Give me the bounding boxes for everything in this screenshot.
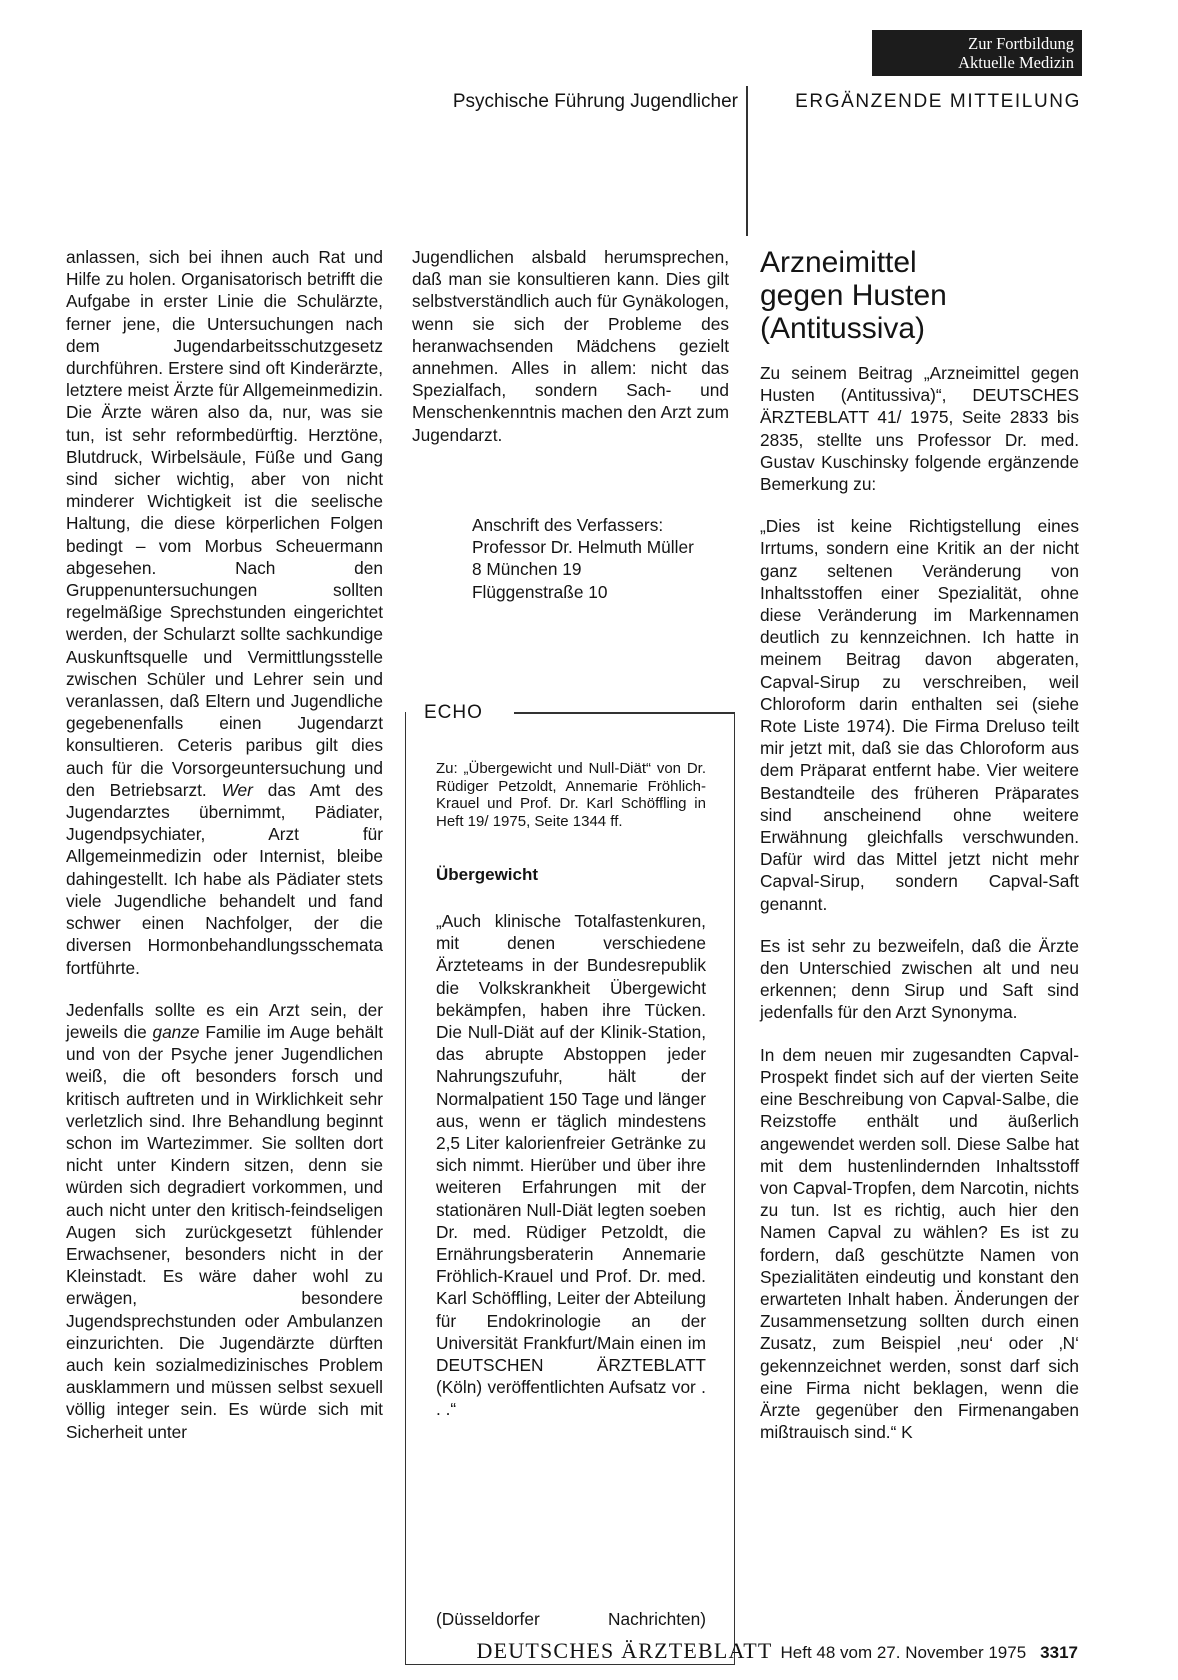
emphasis-ganze: ganze xyxy=(152,1021,200,1042)
footer-journal: DEUTSCHES ÄRZTEBLATT xyxy=(476,1638,773,1663)
col1-paragraph-1: anlassen, sich bei ihnen auch Rat und Hilfe zu holen. Organisatorisch betrifft die Aufgabe in erster Linie die Schulärzte, ferner jene, die Untersuchungen nach dem Jugendarbeitsschutzgesetz durchführen. Erstere sind oft Kinderärzte, letztere meist Ärzte für Allgemeinmedizin. Die Ärzte wären also da, nur, was sie tun, ist sehr reformbedürftig. Herztöne, Blutdruck, Wirbelsäule, Füße und Gang sind sicher wichtig, aber von nicht minderer Wichtigkeit ist die seelische Haltung, die diese körperlichen Folgen bedingt – vom Morbus Scheuermann abgesehen. Nach den Gruppenuntersuchungen sollten regelmäßige Sprechstunden eingerichtet werden, der Schularzt sollte sachkundige Auskunftsquelle und Vermittlungsstelle zwischen Schüler und Lehrer sein und veranlassen, daß Eltern und Jugendliche gegebenenfalls einen Jugendarzt konsultieren. Ceteris paribus gilt dies auch für die Vorsorgeuntersuchung und den Betriebsarzt. Wer das Amt des Jugendarztes übernimmt, Pädiater, Jugendpsychiater, Arzt für Allgemeinmedizin oder Internist, bleibe dahingestellt. Ich habe als Pädiater stets viele Jugendliche behandelt und fand schwer einen Nachfolger, der die diversen Hormonbehandlungsschemata fortführte. xyxy=(66,247,383,978)
running-head-left: Psychische Führung Jugendlicher xyxy=(452,91,738,112)
address-line-3: 8 München 19 xyxy=(472,559,582,580)
section-badge xyxy=(872,30,1082,76)
address-line-2: Professor Dr. Helmuth Müller xyxy=(472,537,694,558)
col2-paragraph-1: Jugendlichen alsbald herumsprechen, daß man sie konsultieren kann. Dies gilt selbstverständlich auch für Gynäkologen, wenn sie sich der Probleme des heranwachsenden Mädchens gezielt annehmen. Alles in allem: nicht das Spezialfach, sondern Sach- und Menschenkenntnis machen den Arzt zum Jugendarzt. xyxy=(412,247,729,445)
col1-paragraph-2: Jedenfalls sollte es ein Arzt sein, der jeweils die ganze Familie im Auge behält und von der Psyche jener Jugendlichen weiß, die oft besonders forsch und kritisch auftreten und in Wirklichkeit sehr verletzlich sind. Ihre Behandlung beginnt schon im Wartezimmer. Sie sollten dort nicht unter Kindern sitzen, denn sie würden sich degradiert vorkommen, und auch nicht unter den kritisch-feindseligen Augen sich zurückgesetzt fühlender Erwachsener, besonders nicht in der Kleinstadt. Es wäre daher wohl zu erwägen, besondere Jugendsprechstunden oder Ambulanzen einzurichten. Die Jugendärzte dürften auch kein sozialmedizinisches Problem ausklammern und müssen selbst sexuell völlig integer sein. Es würde sich mit Sicherheit unter xyxy=(66,999,383,1442)
echo-label: ECHO xyxy=(424,702,483,723)
emphasis-wer: Wer xyxy=(221,779,253,800)
article-title: Arzneimittel gegen Husten (Antitussiva) xyxy=(760,246,947,345)
column-3 xyxy=(760,362,1079,1443)
echo-source: (Düsseldorfer Nachrichten) xyxy=(436,1609,706,1629)
badge-line-2: Aktuelle Medizin xyxy=(958,53,1074,72)
badge-line-1: Zur Fortbildung xyxy=(968,34,1074,53)
page-number: 3317 xyxy=(1040,1643,1078,1662)
address-line-1: Anschrift des Verfassers: xyxy=(472,515,664,535)
column-2 xyxy=(412,246,729,446)
article-paragraph-2: „Dies ist keine Richtigstellung eines Irrtums, sondern eine Kritik an der nicht ganz seltenen Veränderung von Inhaltsstoffen einer Spezialität, ohne diese Veränderung im Markennamen deutlich zu kennzeichnen. Ich hatte in meinem Beitrag davon abgeraten, Capval-Sirup zu verschreiben, weil Chloroform darin enthalten sei (siehe Rote Liste 1974). Die Firma Dreluso teilt mir jetzt mit, daß sie das Chloroform aus dem Präparat entfernt habe. Vier weitere Bestandteile des früheren Präparates sind anscheinend ohne weitere Erwähnung gleichfalls verschwunden. Dafür wird das Mittel jetzt nicht mehr Capval-Sirup, sondern Capval-Saft genannt. xyxy=(760,516,1079,914)
author-address xyxy=(472,514,752,603)
page-footer xyxy=(398,1638,1078,1664)
footer-issue: Heft 48 vom 27. November 1975 xyxy=(780,1643,1027,1662)
echo-body: „Auch klinische Totalfastenkuren, mit denen verschiedene Ärzteteams in der Bundesrepublik die Volkskrankheit Übergewicht bekämpfen, haben ihre Tücken. Die Null-Diät auf der Klinik-Station, das abrupte Abstoppen jeder Nahrungszufuhr, hält der Normalpatient 150 Tage und länger aus, wenn er täglich mindestens 2,5 Liter kalorienfreier Getränke zu sich nimmt. Hierüber und über ihre weiteren Erfahrungen mit der stationären Null-Diät legten soeben Dr. med. Rüdiger Petzoldt, die Ernährungsberaterin Annemarie Fröhlich-Krauel und Prof. Dr. med. Karl Schöffling, Leiter der Abteilung für Endokrinologie an der Universität Frankfurt/Main einen im DEUTSCHEN ÄRZTEBLATT (Köln) veröffentlichten Aufsatz vor . . .“ xyxy=(436,911,706,1420)
echo-reference: Zu: „Übergewicht und Null-Diät“ von Dr. Rüdiger Petzoldt, Annemarie Fröhlich-Krauel und Prof. Dr. Karl Schöffling in Heft 19/ 1975, Seite 1344 ff. xyxy=(436,760,706,830)
echo-box-top-rule xyxy=(514,712,734,714)
column-divider xyxy=(746,86,748,236)
running-head-right: ERGÄNZENDE MITTEILUNG xyxy=(795,91,1081,112)
address-line-4: Flüggenstraße 10 xyxy=(472,581,608,602)
column-1 xyxy=(66,246,383,1443)
echo-subheading: Übergewicht xyxy=(436,865,539,884)
article-paragraph-1: Zu seinem Beitrag „Arzneimittel gegen Husten (Antitussiva)“, DEUTSCHES ÄRZTEBLATT 41/ 1975, Seite 2833 bis 2835, stellte uns Professor Dr. med. Gustav Kuschinsky folgende ergänzende Bemerkung zu: xyxy=(760,363,1079,495)
article-paragraph-3: Es ist sehr zu bezweifeln, daß die Ärzte den Unterschied zwischen alt und neu erkennen; denn Sirup und Saft sind jedenfalls für den Arzt Synonyma. xyxy=(760,935,1079,1023)
article-paragraph-4: In dem neuen mir zugesandten Capval-Prospekt findet sich auf der vierten Seite eine Beschreibung von Capval-Salbe, die Reizstoffe enthält und äußerlich angewendet werden soll. Diese Salbe hat mit dem hustenlindernden Inhaltsstoff von Capval-Tropfen, dem Narcotin, nichts zu tun. Ist es richtig, auch hier den Namen Capval zu wählen? Es ist zu fordern, daß geschützte Namen von Spezialitäten eindeutig und konstant den erwarteten Inhalt haben. Änderungen der Zusammensetzung sollten durch einen Zusatz, zum Beispiel ‚neu‘ oder ‚N‘ gekennzeichnet werden, sonst darf sich eine Firma nicht beklagen, wenn die Ärzte gegenüber den Firmenangaben mißtrauisch sind.“ K xyxy=(760,1044,1079,1443)
